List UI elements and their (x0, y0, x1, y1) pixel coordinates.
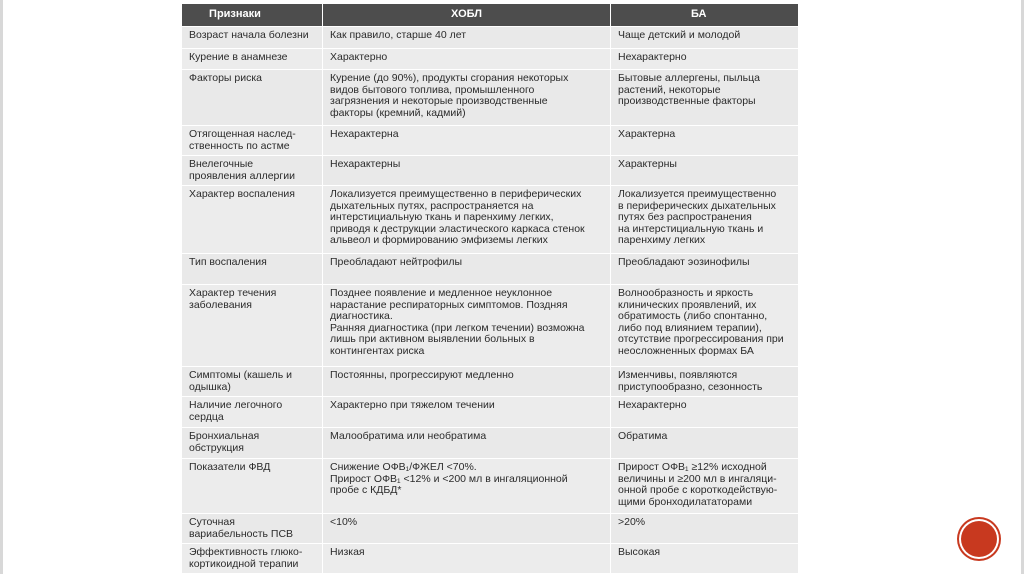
header-copd: ХОБЛ (323, 4, 611, 27)
criterion-cell: Симптомы (кашель и одышка) (182, 367, 323, 397)
header-criteria: Признаки (182, 4, 323, 27)
asthma-cell: Характерны (611, 156, 799, 186)
table-row (182, 514, 799, 544)
copd-cell: Снижение ОФВ₁/ФЖЕЛ <70%. Прирост ОФВ₁ <12% и <200 мл в ингаляционной пробе с КДБД* (323, 459, 611, 514)
asthma-cell: Волнообразность и яркость клинических проявлений, их обратимость (либо спонтанно, либо под влиянием терапии), отсутствие прогрессирования при неосложненных формах БА (611, 285, 799, 367)
table-row (182, 544, 799, 574)
slide-border-left (0, 0, 3, 574)
criterion-cell: Тип воспаления (182, 254, 323, 285)
asthma-cell: Высокая (611, 544, 799, 574)
table-row (182, 186, 799, 254)
criterion-cell: Показатели ФВД (182, 459, 323, 514)
asthma-cell: Локализуется преимущественно в периферических дыхательных путях без распространения на интерстициальную ткань и паренхиму легких (611, 186, 799, 254)
copd-cell: Низкая (323, 544, 611, 574)
criterion-cell: Факторы риска (182, 70, 323, 126)
criterion-cell: Возраст начала болезни (182, 27, 323, 49)
copd-cell: Постоянны, прогрессируют медленно (323, 367, 611, 397)
copd-cell: Характерно при тяжелом течении (323, 397, 611, 428)
criterion-cell: Эффективность глюко- кортикоидной терапии (182, 544, 323, 574)
criterion-cell: Курение в анамнезе (182, 49, 323, 70)
copd-cell: Характерно (323, 49, 611, 70)
copd-cell: Преобладают нейтрофилы (323, 254, 611, 285)
criterion-cell: Отягощенная наслед- ственность по астме (182, 126, 323, 156)
asthma-cell: Изменчивы, появляются приступообразно, сезонность (611, 367, 799, 397)
table-row (182, 126, 799, 156)
asthma-cell: Бытовые аллергены, пыльца растений, некоторые производственные факторы (611, 70, 799, 126)
red-circle-icon (961, 521, 997, 557)
copd-cell: Нехарактерна (323, 126, 611, 156)
copd-cell: Локализуется преимущественно в периферических дыхательных путях, распространяется на интерстициальную ткань и паренхиму легких, приводя к деструкции эластического каркаса стенок альвеол и формированию эмфиземы легких (323, 186, 611, 254)
criterion-cell: Характер воспаления (182, 186, 323, 254)
criterion-cell: Характер течения заболевания (182, 285, 323, 367)
copd-cell: Позднее появление и медленное неуклонное нарастание респираторных симптомов. Поздняя диагностика. Ранняя диагностика (при легком течении) возможна лишь при активном выявлении больных в контингентах риска (323, 285, 611, 367)
copd-cell: <10% (323, 514, 611, 544)
table-row (182, 156, 799, 186)
table-header-row (182, 4, 799, 27)
asthma-cell: Нехарактерно (611, 49, 799, 70)
table-row (182, 397, 799, 428)
header-asthma: БА (611, 4, 799, 27)
asthma-cell: >20% (611, 514, 799, 544)
asthma-cell: Прирост ОФВ₁ ≥12% исходной величины и ≥200 мл в ингаляци- онной пробе с короткодействую- щими бронходилататорами (611, 459, 799, 514)
table-row (182, 367, 799, 397)
asthma-cell: Обратима (611, 428, 799, 459)
copd-cell: Курение (до 90%), продукты сгорания некоторых видов бытового топлива, промышленного загрязнения и некоторые производственные факторы (кремний, кадмий) (323, 70, 611, 126)
asthma-cell: Чаще детский и молодой (611, 27, 799, 49)
comparison-table (181, 3, 798, 574)
copd-cell: Малообратима или необратима (323, 428, 611, 459)
table-row (182, 428, 799, 459)
criterion-cell: Внелегочные проявления аллергии (182, 156, 323, 186)
copd-cell: Как правило, старше 40 лет (323, 27, 611, 49)
comparison-table-container (181, 3, 798, 574)
table-row (182, 27, 799, 49)
asthma-cell: Характерна (611, 126, 799, 156)
criterion-cell: Бронхиальная обструкция (182, 428, 323, 459)
copd-cell: Нехарактерны (323, 156, 611, 186)
criterion-cell: Наличие легочного сердца (182, 397, 323, 428)
table-row (182, 70, 799, 126)
asthma-cell: Нехарактерно (611, 397, 799, 428)
criterion-cell: Суточная вариабельность ПСВ (182, 514, 323, 544)
table-row (182, 459, 799, 514)
table-row (182, 49, 799, 70)
asthma-cell: Преобладают эозинофилы (611, 254, 799, 285)
table-row (182, 285, 799, 367)
table-row (182, 254, 799, 285)
